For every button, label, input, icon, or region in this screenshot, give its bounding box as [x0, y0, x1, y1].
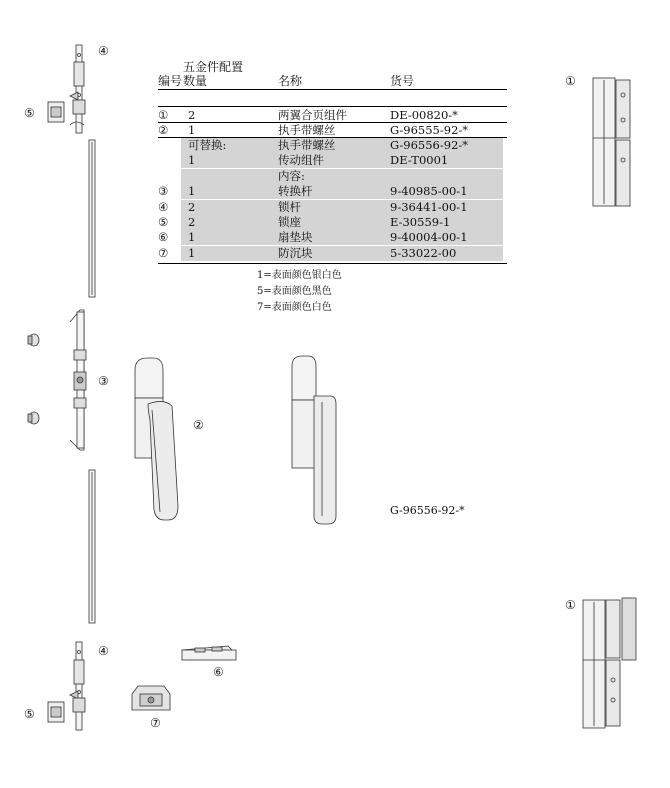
row-code: 9-40004-00-1	[390, 230, 468, 245]
color-note: 5=表面颜色黑色	[257, 286, 332, 297]
hinge-top	[593, 78, 630, 206]
row-name: 执手带螺丝	[278, 138, 336, 152]
hinge-bottom	[583, 598, 636, 728]
row-qty: 1	[188, 184, 196, 199]
anti-sag-block	[132, 686, 170, 710]
row-name: 两翼合页组件	[278, 108, 347, 122]
sash-pad	[182, 646, 236, 660]
row-name: 锁座	[278, 215, 301, 229]
row-code: G-96556-92-*	[390, 138, 469, 152]
roller-knob-1	[28, 334, 39, 346]
row-code: DE-T0001	[390, 153, 449, 168]
row-qty: 2	[188, 199, 196, 214]
gear-bar	[70, 310, 86, 450]
header-qty: 数量	[183, 74, 208, 88]
roller-knob-2	[28, 412, 39, 424]
row-number: ⑥	[158, 230, 169, 245]
callout-6: ⑥	[213, 665, 224, 679]
row-name: 锁杆	[278, 199, 301, 214]
row-code: 9-40985-00-1	[390, 184, 468, 199]
callout-2: ②	[193, 418, 204, 432]
row-code: 5-33022-00	[390, 245, 457, 260]
lock-keeper-bottom	[48, 702, 64, 722]
row-number: ①	[158, 108, 169, 122]
row-number: ⑦	[158, 245, 169, 260]
row-code: DE-00820-*	[390, 108, 458, 122]
row-name: 防沉块	[278, 245, 313, 260]
lock-keeper-top	[48, 102, 64, 122]
callout-4-top: ④	[98, 44, 109, 58]
color-note: 7=表面颜色白色	[257, 302, 332, 313]
row-name: 扇垫块	[278, 230, 313, 245]
callout-5-top: ⑤	[24, 106, 35, 120]
row-name: 内容:	[278, 168, 305, 183]
row-qty: 1	[188, 245, 196, 260]
row-code: 9-36441-00-1	[390, 199, 468, 214]
callout-1-top: ①	[565, 74, 576, 88]
handle-alternative	[292, 356, 336, 524]
lock-bar-bottom	[70, 642, 85, 730]
row-name: 转换杆	[278, 184, 313, 199]
handle-with-screws	[135, 358, 178, 520]
row-number: ②	[158, 123, 169, 138]
row-name: 传动组件	[278, 153, 324, 168]
callout-5-bottom: ⑤	[24, 707, 35, 721]
alt-handle-code: G-96556-92-*	[390, 504, 465, 517]
row-qty: 2	[188, 215, 196, 229]
row-number: ③	[158, 184, 169, 199]
row-number: ⑤	[158, 215, 169, 229]
callout-7: ⑦	[150, 716, 161, 730]
table-title: 五金件配置	[183, 60, 244, 74]
row-qty: 1	[188, 123, 196, 138]
callout-1-bottom: ①	[565, 598, 576, 612]
row-qty: 1	[188, 153, 196, 168]
row-number: ④	[158, 199, 169, 214]
row-qty: 可替换:	[188, 138, 227, 152]
callout-3: ③	[98, 374, 109, 388]
row-qty: 2	[188, 108, 196, 122]
header-name: 名称	[278, 74, 303, 88]
header-no: 编号	[158, 74, 183, 88]
row-qty: 1	[188, 230, 196, 245]
lock-bar-top	[70, 45, 85, 133]
row-code: G-96555-92-*	[390, 123, 469, 138]
row-name: 执手带螺丝	[278, 123, 336, 138]
callout-4-bottom: ④	[98, 644, 109, 658]
row-code: E-30559-1	[390, 215, 451, 229]
header-code: 货号	[390, 74, 415, 88]
color-note: 1=表面颜色银白色	[257, 270, 342, 281]
